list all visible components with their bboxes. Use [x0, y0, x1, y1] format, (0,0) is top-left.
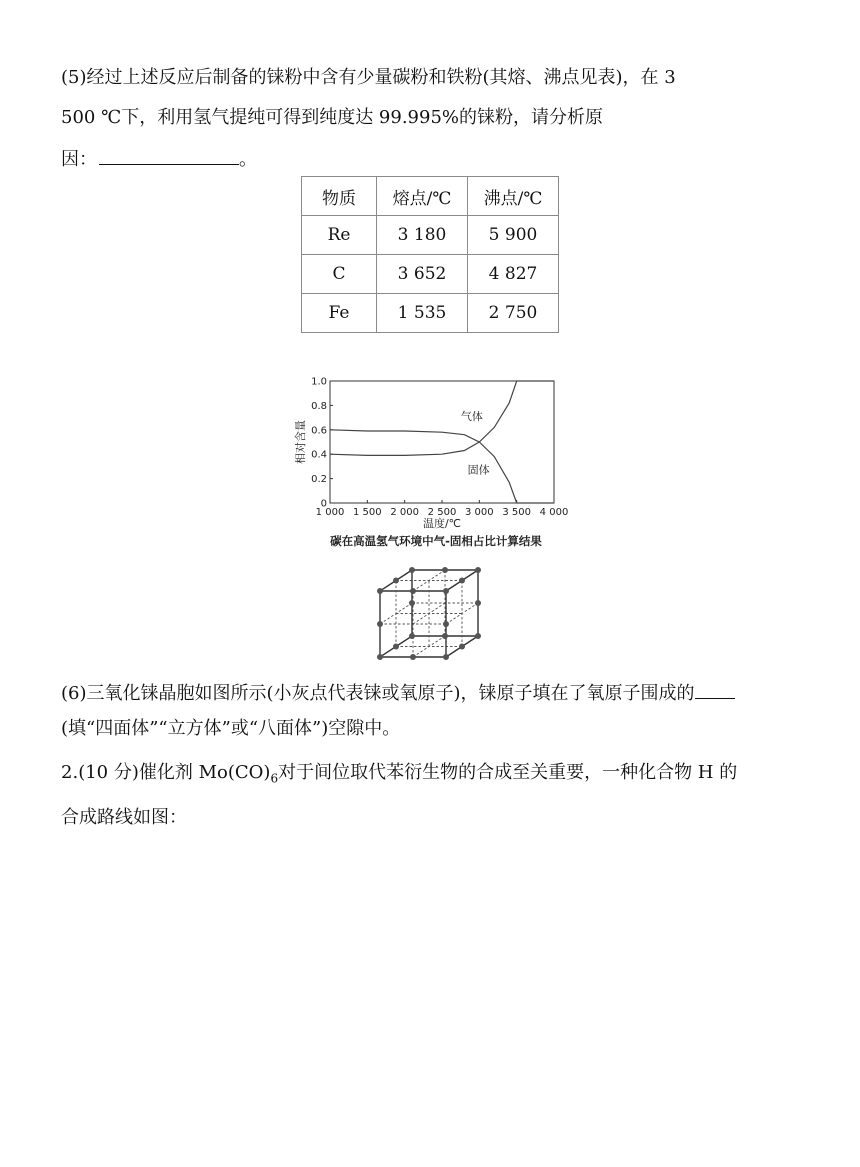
table-cell: Re	[302, 216, 377, 255]
atom-dot	[377, 588, 383, 594]
x-tick-label: 1 500	[353, 507, 382, 518]
series-line-solid	[330, 430, 554, 503]
atom-dot	[409, 633, 415, 639]
atom-dot	[475, 567, 481, 573]
atom-dot	[377, 621, 383, 627]
series-label-gas: 气体	[460, 410, 483, 424]
x-tick-label: 3 000	[465, 507, 494, 518]
table-cell: 4 827	[468, 255, 559, 294]
atom-dot	[443, 621, 449, 627]
y-tick-label: 0.6	[311, 425, 327, 437]
q5-line1: (5)经过上述反应后制备的铼粉中含有少量碳粉和铁粉(其熔、沸点见表)，在 3	[61, 67, 676, 88]
chart-title: 碳在高温氢气环境中气-固相占比计算结果	[330, 534, 542, 548]
atom-dot	[459, 644, 465, 650]
table-cell: 1 535	[377, 294, 468, 333]
atom-dot	[410, 588, 416, 594]
y-tick-label: 0	[320, 498, 327, 510]
answer-blank-1[interactable]	[99, 146, 239, 165]
q5-line2: 500 ℃下，利用氢气提纯可得到纯度达 99.995%的铼粉，请分析原	[61, 107, 604, 128]
q2-line2: 合成路线如图：	[61, 807, 187, 828]
x-axis-label: 温度/℃	[422, 517, 462, 530]
table-cell: 2 750	[468, 294, 559, 333]
y-tick-label: 0.4	[311, 449, 327, 461]
q2-number: 2.	[61, 762, 79, 783]
table-header: 熔点/℃	[377, 177, 468, 216]
plot-frame	[330, 381, 554, 503]
atom-dot	[443, 588, 449, 594]
atom-dot	[459, 578, 465, 584]
atom-dot	[442, 567, 448, 573]
y-tick-label: 0.2	[311, 474, 327, 486]
x-tick-label: 1 000	[315, 507, 345, 518]
atom-dot	[443, 654, 449, 660]
table-cell: 3 180	[377, 216, 468, 255]
q5-line3-prefix: 因：	[61, 149, 97, 170]
x-tick-label: 4 000	[539, 507, 569, 518]
atom-dot	[409, 567, 415, 573]
q2-text-a: 催化剂 Mo(CO)	[138, 762, 271, 783]
property-table	[301, 176, 559, 333]
table-cell: C	[302, 255, 377, 294]
atom-dot	[377, 654, 383, 660]
table-header-row	[302, 177, 559, 216]
q6-line1	[61, 680, 735, 706]
q5-line3	[61, 146, 257, 172]
table-header: 沸点/℃	[468, 177, 559, 216]
q5-line3-suffix: 。	[239, 149, 257, 170]
x-tick-label: 3 500	[502, 507, 531, 518]
atom-dot	[410, 654, 416, 660]
table-cell: 3 652	[377, 255, 468, 294]
y-tick-label: 0.8	[311, 400, 327, 412]
table-cell: 5 900	[468, 216, 559, 255]
phase-ratio-chart	[282, 370, 582, 558]
crystal-cell-diagram	[372, 563, 484, 663]
table-row	[302, 294, 559, 333]
answer-blank-2[interactable]	[695, 680, 735, 699]
series-line-gas	[330, 381, 554, 455]
atom-dot	[475, 633, 481, 639]
q2-text-b: 对于间位取代苯衍生物的合成至关重要，一种化合物 H 的	[278, 762, 738, 783]
series-label-solid: 固体	[467, 463, 490, 477]
inner-edge-dashed	[413, 636, 445, 657]
inner-edge-dashed	[413, 603, 445, 624]
atom-dot	[409, 600, 415, 606]
y-axis-label: 相对含量	[294, 420, 307, 464]
atom-dot	[475, 600, 481, 606]
q2-formula-sub: 6	[270, 771, 279, 786]
x-tick-label: 2 000	[390, 507, 419, 518]
table-row	[302, 216, 559, 255]
x-tick-label: 2 500	[427, 507, 457, 518]
atom-dot	[393, 578, 399, 584]
q2-score: (10 分)	[78, 762, 139, 783]
table-cell: Fe	[302, 294, 377, 333]
q6-line1-text: (6)三氧化铼晶胞如图所示(小灰点代表铼或氧原子)，铼原子填在了氧原子围成的	[61, 683, 695, 704]
table-header: 物质	[302, 177, 377, 216]
y-tick-label: 1.0	[311, 376, 327, 388]
q6-line2: (填“四面体”“立方体”或“八面体”)空隙中。	[61, 718, 401, 739]
atom-dot	[393, 644, 399, 650]
atom-dot	[442, 633, 448, 639]
table-row	[302, 255, 559, 294]
q2-line1	[61, 761, 737, 791]
